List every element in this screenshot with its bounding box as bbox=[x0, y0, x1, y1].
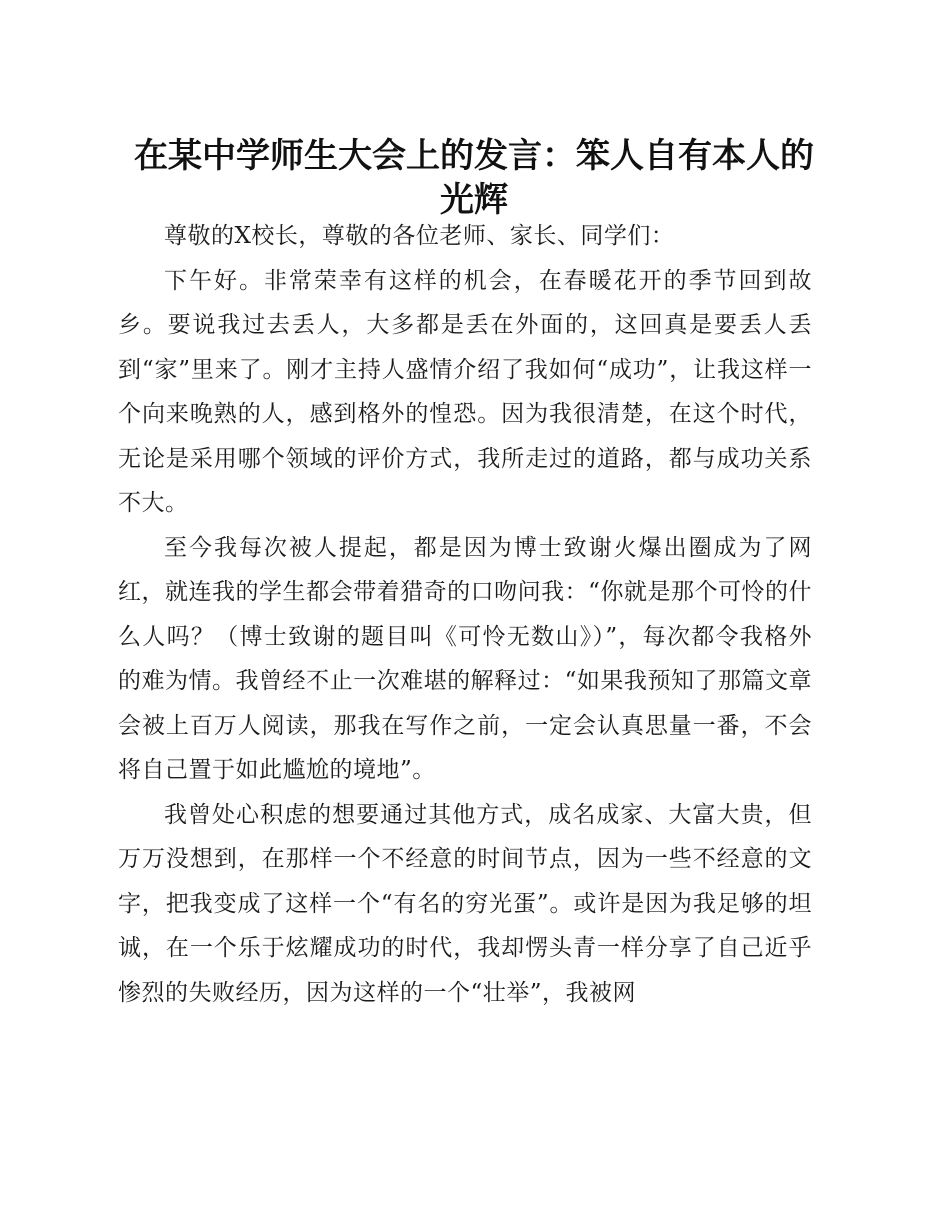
paragraph-reflection: 我曾处心积虑的想要通过其他方式，成名成家、大富大贵，但万万没想到，在那样一个不经意的时间节点，因为一些不经意的文字，把我变成了这样一个“有名的穷光蛋”。或许是因为我足够的坦诚，在一个乐于炫耀成功的时代，我却愣头青一样分享了自己近乎惨烈的失败经历，因为这样的一个“壮举”，我被网 bbox=[118, 801, 812, 1006]
paragraph-greeting: 下午好。非常荣幸有这样的机会，在春暖花开的季节回到故乡。要说我过去丢人，大多都是丢在外面的，这回真是要丢人丢到“家”里来了。刚才主持人盛情介绍了我如何“成功”，让我这样一个向来晚熟的人，感到格外的惶恐。因为我很清楚，在这个时代，无论是采用哪个领域的评价方式，我所走过的道路，都与成功关系不大。 bbox=[118, 267, 812, 516]
paragraph-salutation: 尊敬的X校长，尊敬的各位老师、家长、同学们： bbox=[164, 223, 675, 249]
document-title: 在某中学师生大会上的发言：笨人自有本人的光辉 bbox=[134, 136, 814, 220]
document-body bbox=[118, 214, 812, 1015]
paragraph-thesis-story: 至今我每次被人提起，都是因为博士致谢火爆出圈成为了网红，就连我的学生都会带着猎奇的口吻问我：“你就是那个可怜的什么人吗？（博士致谢的题目叫《可怜无数山》）”，每次都令我格外的难为情。我曾经不止一次难堪的解释过：“如果我预知了那篇文章会被上百万人阅读，那我在写作之前，一定会认真思量一番，不会将自己置于如此尴尬的境地”。 bbox=[118, 534, 812, 783]
